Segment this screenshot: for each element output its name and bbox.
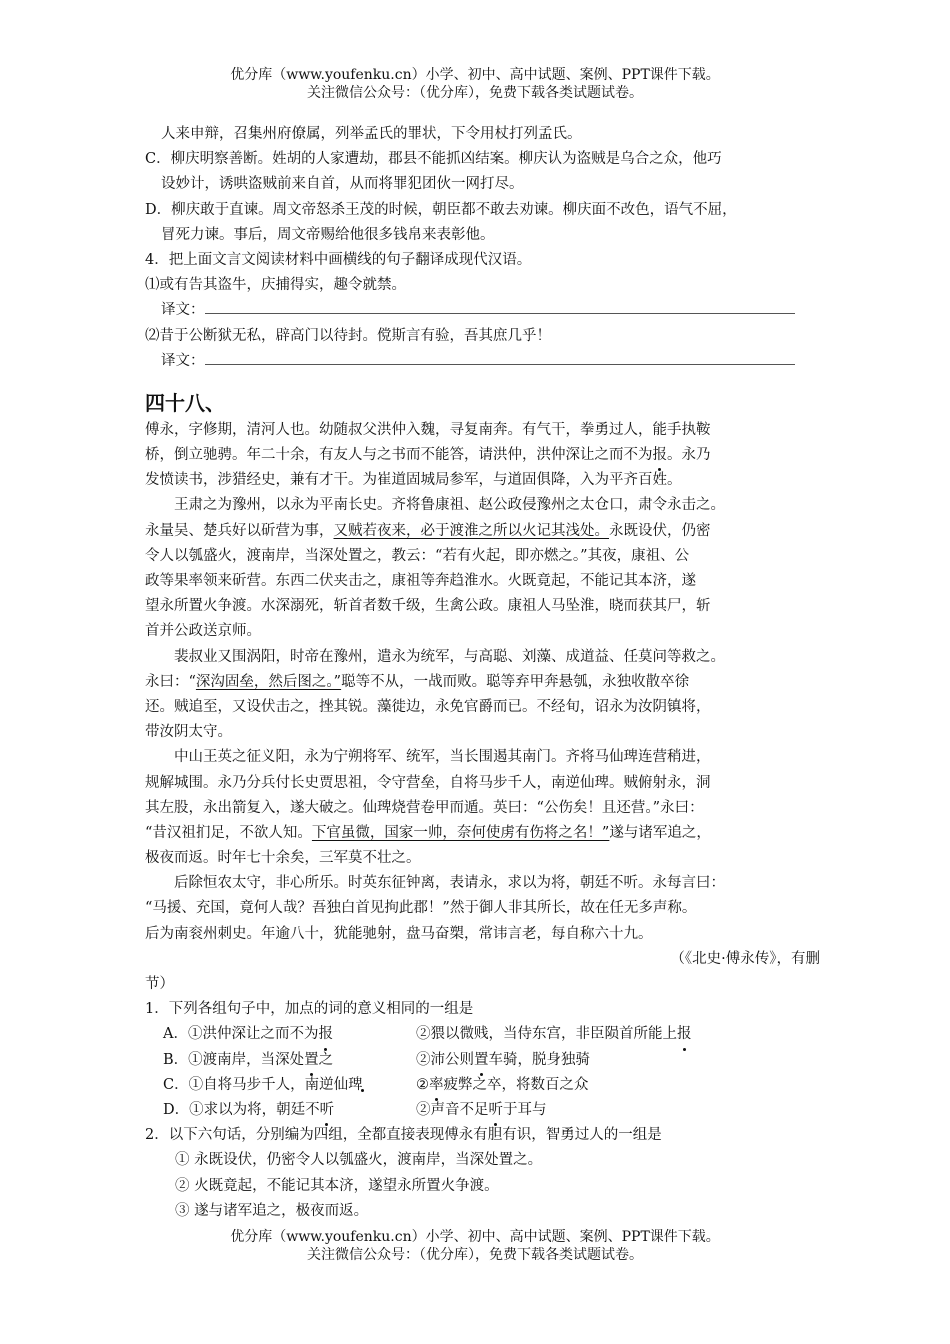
- paragraph-4: [145, 745, 820, 871]
- dotted-word: 报: [653, 443, 668, 468]
- option-row: C．①自将马步千人，南逆仙琕 ②率疲弊之卒，将数百之众: [145, 1073, 820, 1098]
- paragraph-line: 政等果率领来斫营。东西二伏夹击之，康祖等奔趋淮水。火既竟起，不能记其本济，遂: [145, 573, 696, 589]
- source-citation: （《北史·傅永传》，有删: [670, 950, 820, 967]
- footer-line-2: 关注微信公众号：（优分库），免费下载各类试题试卷。: [307, 1247, 643, 1263]
- page-header: [0, 66, 950, 102]
- paragraph-3: [145, 645, 820, 746]
- question-1-stem: 1．下列各组句子中，加点的词的意义相同的一组是: [145, 1001, 474, 1018]
- answer-blank-1[interactable]: [205, 299, 795, 314]
- option-row: B．①渡南岸，当深处置之 ②沛公则置车骑，脱身独骑: [145, 1048, 820, 1073]
- question-1-options: [145, 1022, 820, 1123]
- dotted-word: 听: [320, 1098, 335, 1123]
- paragraph-line: 后为南衮州刺史。年逾八十，犹能驰射，盘马奋槊，常讳言老，每自称六十九。: [145, 925, 653, 942]
- paragraph-line: 还。贼追至，又设伏击之，挫其锐。藻徙边，永免官爵而已。不经旬，诏永为汝阴镇将，: [145, 698, 711, 715]
- paragraph-line: “马援、充国，竟何人哉？吾独白首见拘此郡！”然于御人非其所长，故在任无多声称。: [145, 900, 697, 917]
- translation-answer-2: [145, 349, 820, 374]
- translation-sentence-1: ⑴或有告其盗牛，庆捕得实，趣令就禁。: [145, 277, 406, 294]
- dotted-word: 报: [318, 1022, 333, 1047]
- paragraph-line: 裴叔业又围涡阳，时帝在豫州，遣永为统军，与高聪、刘藻、成道益、任莫问等救之。: [174, 648, 725, 665]
- option-d-line-1: D．柳庆敢于直谏。周文帝怒杀王茂的时候，朝臣都不敢去劝谏。柳庆面不改色，语气不屈，: [145, 201, 737, 218]
- paragraph-2: [145, 493, 820, 644]
- paragraph-line: 傅永，字修期，清河人也。幼随叔父洪仲入魏，寻复南奔。有气干，拳勇过人，能手执鞍: [145, 421, 711, 438]
- translation-sentence-2: ⑵昔于公断狱无私，辟高门以待封。傥斯言有验，吾其庶几乎！: [145, 327, 551, 344]
- paragraph-line: 其左股，永出箭复入，遂大破之。仙琕烧营卷甲而遁。英曰：“公伤矣！且还营。”永曰：: [145, 799, 704, 816]
- option-c-line-1: C．柳庆明察善断。姓胡的人家遭劫，郡县不能抓凶结案。柳庆认为盗贼是乌合之众，他巧: [145, 151, 722, 168]
- translation-label: 译文：: [161, 352, 205, 369]
- question-4-stem: 4．把上面文言文阅读材料中画横线的句子翻译成现代汉语。: [145, 251, 532, 268]
- header-line-2: 关注微信公众号：（优分库），免费下载各类试题试卷。: [307, 85, 643, 101]
- option-d-line-2: 冒死力谏。事后，周文帝赐给他很多钱帛来表彰他。: [161, 226, 495, 243]
- option-label: C．: [163, 1076, 189, 1093]
- section-title: 四十八、: [145, 390, 225, 415]
- paragraph-line: 极夜而返。时年七十余矣，三军莫不壮之。: [145, 850, 421, 867]
- document-body: [145, 122, 820, 1224]
- option-label: A．: [163, 1026, 188, 1043]
- underlined-sentence: 下官虽微，国家一帅，奈何使虏有伤将之名！”: [311, 824, 610, 841]
- question-2-items: [145, 1148, 820, 1224]
- paragraph-line: 后除恒农太守，非心所乐。时英东征钟离，表请永，求以为将，朝廷不听。永每言曰：: [174, 875, 725, 892]
- dotted-word: 听: [489, 1098, 504, 1123]
- paragraph-line: 首并公政送京师。: [145, 623, 261, 640]
- option-row: A．①洪仲深让之而不为报 ②猥以微贱，当侍东宫，非臣陨首所能上报: [145, 1022, 820, 1047]
- question-2-stem: 2．以下六句话，分别编为四组，全都直接表现傅永有胆有识，智勇过人的一组是: [145, 1127, 662, 1144]
- option-label: B．: [163, 1051, 189, 1068]
- option-b-tail: 人来申辩，召集州府僚属，列举孟氏的罪状，下令用杖打列孟氏。: [161, 126, 582, 142]
- paragraph-5: [145, 871, 820, 947]
- paragraph-1: [145, 418, 820, 494]
- paragraph-line: 王肃之为豫州，以永为平南长史。齐将鲁康祖、赵公政侵豫州之太仓口，肃令永击之。: [174, 497, 725, 514]
- option-c-line-2: 设妙计，诱哄盗贼前来自首，从而将罪犯团伙一网打尽。: [161, 176, 524, 193]
- paragraph-line: 令人以瓠盛火，渡南岸，当深处置之，教云：“若有火起，即亦燃之。”其夜，康祖、公: [145, 547, 690, 564]
- dotted-word: 报: [677, 1022, 692, 1047]
- page-footer: [0, 1228, 950, 1264]
- paragraph-line: 发愤读书，涉猎经史，兼有才干。为崔道固城局参军，与道固俱降，入为平齐百姓。: [145, 472, 682, 489]
- paragraph-line: 带汝阴太守。: [145, 724, 232, 741]
- underlined-sentence: 深沟固垒，然后图之。”: [195, 673, 342, 690]
- paragraph-line: 桥，倒立驰骋。年二十余，有友人与之书而不能答，请洪仲，洪仲深让之而不为报。永乃: [145, 443, 820, 468]
- question-2-item: ① 永既设伏，仍密令人以瓠盛火，渡南岸，当深处置之。: [175, 1152, 543, 1169]
- paragraph-line: 永曰：“深沟固垒，然后图之。”聪等不从，一战而败。聪等弃甲奔悬瓠，永独收散卒徐: [145, 673, 690, 690]
- paragraph-line: 规解城围。永乃分兵付长史贾思祖，令守营垒，自将马步千人，南逆仙琕。贼俯射永，洞: [145, 774, 711, 791]
- footer-line-1: 优分库（www.youfenku.cn）小学、初中、高中试题、案例、PPT课件下载。: [230, 1229, 720, 1245]
- paragraph-line: “昔汉祖扪足，不欲人知。下官虽微，国家一帅，奈何使虏有伤将之名！”遂与诸军追之，: [145, 824, 711, 841]
- question-2-item: ② 火既竟起，不能记其本济，遂望永所置火争渡。: [175, 1177, 499, 1194]
- answer-blank-2[interactable]: [205, 350, 795, 365]
- dotted-word: 置: [474, 1048, 489, 1073]
- dotted-word: 率: [429, 1073, 444, 1098]
- dotted-word: 置: [304, 1048, 319, 1073]
- question-2-item: ③ 遂与诸军追之，极夜而返。: [175, 1202, 369, 1219]
- paragraph-line: 永量吴、楚兵好以斫营为事，又贼若夜来，必于渡淮之所以火记其浅处。永既设伏，仍密: [145, 522, 711, 539]
- paragraph-line: 望永所置火争渡。水深溺死，斩首者数千级，生禽公政。康祖人马坠淮，晓而获其尸，斩: [145, 598, 711, 615]
- source-citation-end: 节）: [145, 976, 174, 992]
- option-row: D．①求以为将，朝廷不听 ②声音不足听于耳与: [145, 1098, 820, 1123]
- translation-label: 译文：: [161, 302, 205, 319]
- option-label: D．: [163, 1101, 190, 1118]
- underlined-sentence: 又贼若夜来，必于渡淮之所以火记其浅处。: [333, 522, 609, 539]
- header-line-1: 优分库（www.youfenku.cn）小学、初中、高中试题、案例、PPT课件下载。: [230, 67, 720, 83]
- translation-answer-1: [145, 298, 820, 323]
- paragraph-line: 中山王英之征义阳，永为宁朔将军、统军，当长围遏其南门。齐将马仙琕连营稍进，: [174, 749, 711, 766]
